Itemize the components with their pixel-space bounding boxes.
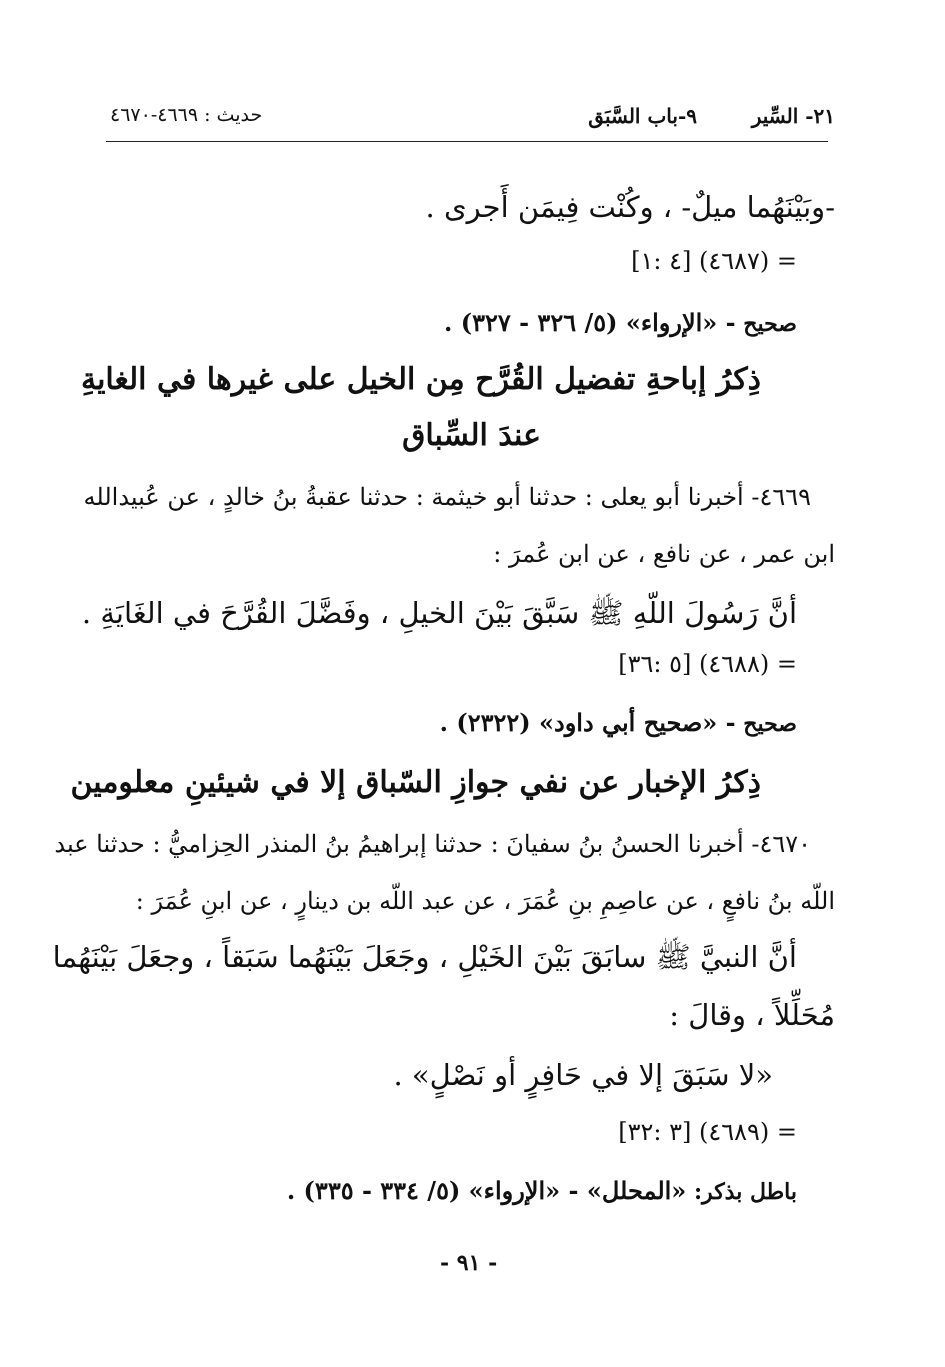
grading-label: باطل بذكر: — [693, 1179, 797, 1205]
continuation-text: -وبَيْنَهُما ميلٌ- ، وكُنْت فِيمَن أَجرى . — [425, 190, 835, 224]
matn-text: أنَّ النبيَّ ﷺ سابَقَ بَيْنَ الخَيْلِ ، وجَعَلَ بَيْنَهُما سَبَقاً ، وجعَلَ بَيْنَهُما — [52, 940, 797, 974]
section-title: ٩-باب السَّبَق — [588, 104, 697, 128]
cross-reference: = (٤٦٨٧) [٤ :١] — [631, 247, 797, 275]
grading-line — [440, 708, 797, 737]
header-rule — [106, 141, 828, 142]
chapter-heading: ذِكرُ الإخبار عن نفي جوازِ السّباق إلا في شيئينِ معلومين — [70, 765, 761, 800]
grading-label: صحيح — [743, 311, 797, 337]
chapter-title: ٢١- السِّير — [751, 104, 835, 128]
isnad-line: ٤٦٦٩- أخبرنا أبو يعلى : حدثنا أبو خيثمة : حدثنا عقبةُ بنُ خالدٍ ، عن عُبيدالله — [83, 483, 811, 511]
grading-label: صحيح — [743, 711, 797, 737]
grading-source: - «الإرواء» (٥/ ٣٢٦ - ٣٢٧) . — [444, 308, 736, 337]
chapter-heading-continued: عندَ السِّباق — [402, 418, 541, 453]
page-number: - ٩١ - — [440, 1250, 498, 1276]
isnad-line: ٤٦٧٠- أخبرنا الحسنُ بنُ سفيانَ : حدثنا إبراهيمُ بنُ المنذر الحِزاميُّ : حدثنا عبد — [54, 830, 811, 858]
grading-source: «المحلل» - «الإرواء» (٥/ ٣٣٤ - ٣٣٥) . — [286, 1176, 687, 1205]
grading-line — [287, 1176, 797, 1205]
prophetic-quote: «لا سَبَقَ إلا في حَافِرٍ أو نَصْلٍ» . — [393, 1058, 773, 1092]
grading-source: - «صحيح أبي داود» (٢٣٢٢) . — [439, 708, 736, 737]
cross-reference: = (٤٦٨٨) [٥ :٣٦] — [618, 650, 797, 678]
isnad-line: ابن عمر ، عن نافع ، عن ابن عُمرَ : — [493, 540, 835, 568]
grading-line — [444, 308, 797, 337]
isnad-line: اللّه بنُ نافعٍ ، عن عاصِمِ بنِ عُمَرَ ، عن عبد اللّه بن دينارٍ ، عن ابنِ عُمَرَ : — [135, 887, 835, 915]
cross-reference: = (٤٦٨٩) [٣ :٣٢] — [618, 1118, 797, 1146]
matn-text: أنَّ رَسُولَ اللّهِ ﷺ سَبَّقَ بَيْنَ الخيلِ ، وفَضَّلَ القُرَّحَ في الغَايَةِ . — [81, 596, 797, 630]
hadith-range: حديث : ٤٦٦٩-٤٦٧٠ — [110, 104, 263, 126]
chapter-heading: ذِكرُ إباحةِ تفضيل القُرَّح مِن الخيل على غيرها في الغايةِ — [80, 362, 761, 397]
matn-text: مُحَلِّلاً ، وقالَ : — [669, 998, 835, 1032]
